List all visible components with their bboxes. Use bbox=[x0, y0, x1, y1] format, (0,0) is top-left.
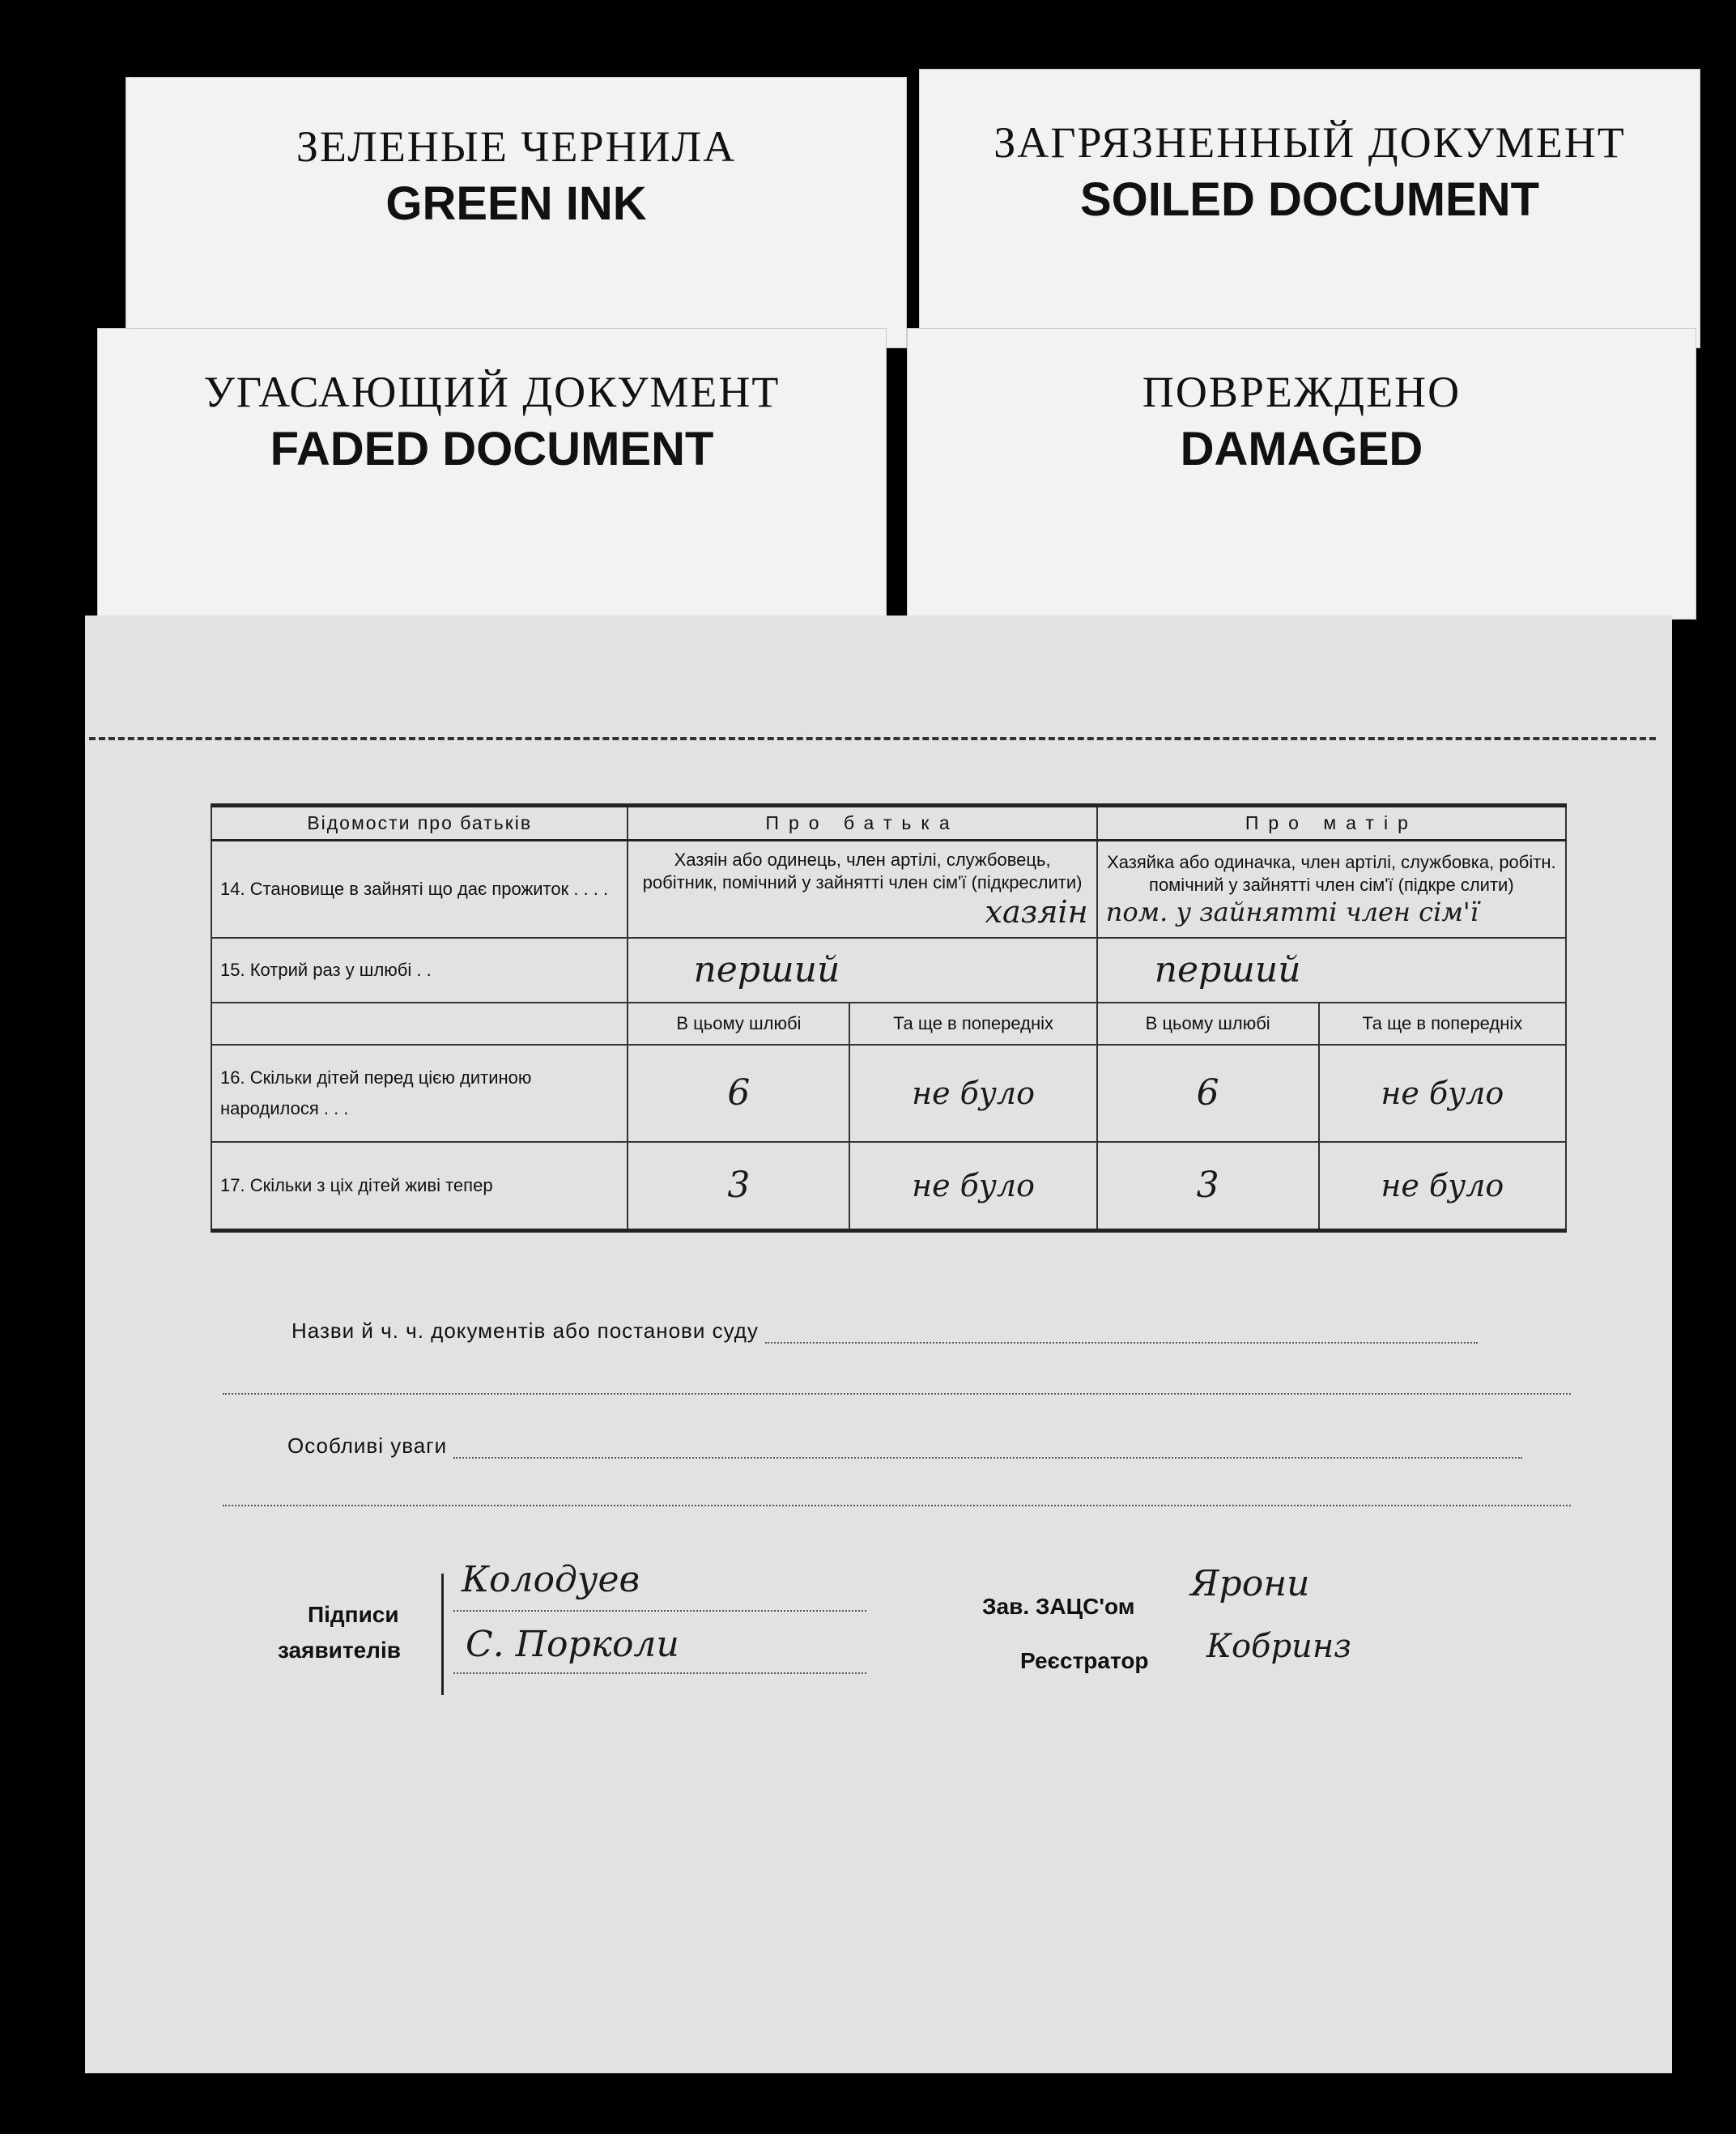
row14-father-handwriting: хазяін bbox=[985, 893, 1088, 930]
card-title-ru: ЗАГРЯЗНЕННЫЙ ДОКУМЕНТ bbox=[994, 118, 1626, 167]
row17-mother-previous: не було bbox=[1319, 1142, 1566, 1231]
applicants-label-2: заявителів bbox=[278, 1638, 401, 1663]
documents-line bbox=[765, 1342, 1478, 1344]
applicant-2-signature: С. Порколи bbox=[466, 1624, 679, 1665]
remarks-line-2 bbox=[223, 1505, 1571, 1506]
row14-mother-options: Хазяйка або одиначка, член артілі, службовка, робітн. помічний у зайнятті член сім'ї (підкре слити) bbox=[1107, 851, 1556, 895]
header-parents-info: Відомости про батьків bbox=[211, 806, 628, 841]
applicant-1-signature: Колодуев bbox=[462, 1559, 640, 1600]
registrar-label: Реєстратор bbox=[1020, 1648, 1149, 1673]
row14-mother-cell bbox=[1097, 841, 1566, 938]
row15-mother-handwriting: перший bbox=[1154, 949, 1301, 990]
row14-father-cell bbox=[628, 841, 1096, 938]
row16-father-this: 6 bbox=[628, 1045, 849, 1142]
card-title-en: SOILED DOCUMENT bbox=[1079, 173, 1540, 226]
row17-label: 17. Скільки з ціх дітей живі тепер bbox=[211, 1142, 628, 1231]
registrar-signature: Кобринз bbox=[1206, 1628, 1351, 1665]
row14-label: 14. Становище в зайняті що дає прожиток . . . . bbox=[211, 841, 628, 938]
card-title-ru: УГАСАЮЩИЙ ДОКУМЕНТ bbox=[203, 368, 781, 416]
remarks-label: Особливі уваги bbox=[287, 1433, 448, 1458]
registration-form-sheet bbox=[85, 615, 1672, 2073]
label-card-damaged bbox=[907, 328, 1696, 620]
tear-line bbox=[89, 737, 1656, 740]
sub-father-this-marriage: В цьому шлюбі bbox=[628, 1003, 849, 1045]
documents-field bbox=[291, 1318, 1478, 1344]
header-father: Про батька bbox=[628, 806, 1096, 841]
header-mother: Про матір bbox=[1097, 806, 1566, 841]
sub-father-previous: Та ще в попередніх bbox=[849, 1003, 1096, 1045]
row14-father-options: Хазяін або одинець, член артілі, службовець, робітник, помічний у зайнятті член сім'ї (підкреслити) bbox=[642, 849, 1083, 892]
remarks-line bbox=[453, 1457, 1522, 1459]
row16-mother-this: 6 bbox=[1097, 1045, 1319, 1142]
row17-mother-this: 3 bbox=[1097, 1142, 1319, 1231]
head-zags-signature: Ярони bbox=[1190, 1563, 1310, 1604]
label-card-faded-document bbox=[97, 328, 887, 620]
documents-line-2 bbox=[223, 1393, 1571, 1395]
documents-label: Назви й ч. ч. документів або постанови суду bbox=[291, 1318, 759, 1343]
card-title-en: DAMAGED bbox=[1180, 423, 1423, 475]
row16-mother-previous: не було bbox=[1319, 1045, 1566, 1142]
row15-mother-cell bbox=[1097, 938, 1566, 1003]
applicant-2-line bbox=[453, 1672, 866, 1674]
row16-father-previous: не було bbox=[849, 1045, 1096, 1142]
sub-header-empty bbox=[211, 1003, 628, 1045]
row15-father-handwriting: перший bbox=[693, 949, 840, 990]
parents-info-table bbox=[211, 803, 1567, 1233]
applicants-brace bbox=[441, 1574, 444, 1695]
card-title-en: GREEN INK bbox=[385, 177, 647, 230]
card-title-ru: ПОВРЕЖДЕНО bbox=[1142, 368, 1462, 416]
card-title-ru: ЗЕЛЕНЫЕ ЧЕРНИЛА bbox=[296, 122, 737, 171]
head-zags-label: Зав. ЗАЦС'ом bbox=[982, 1594, 1135, 1619]
row17-father-this: 3 bbox=[628, 1142, 849, 1231]
applicant-1-line bbox=[453, 1610, 866, 1612]
sub-mother-this-marriage: В цьому шлюбі bbox=[1097, 1003, 1319, 1045]
row17-father-previous: не було bbox=[849, 1142, 1096, 1231]
sub-mother-previous: Та ще в попередніх bbox=[1319, 1003, 1566, 1045]
card-title-en: FADED DOCUMENT bbox=[270, 423, 714, 475]
row14-mother-handwriting: пом. у зайнятті член сім'ї bbox=[1105, 896, 1479, 927]
label-card-soiled-document bbox=[919, 69, 1700, 348]
remarks-field bbox=[287, 1433, 1522, 1459]
row16-label: 16. Скільки дітей перед цією дитиною народилося . . . bbox=[211, 1045, 628, 1142]
applicants-label-1: Підписи bbox=[308, 1602, 399, 1627]
label-card-green-ink bbox=[126, 77, 907, 348]
row15-label: 15. Котрий раз у шлюбі . . bbox=[211, 938, 628, 1003]
row15-father-cell bbox=[628, 938, 1096, 1003]
